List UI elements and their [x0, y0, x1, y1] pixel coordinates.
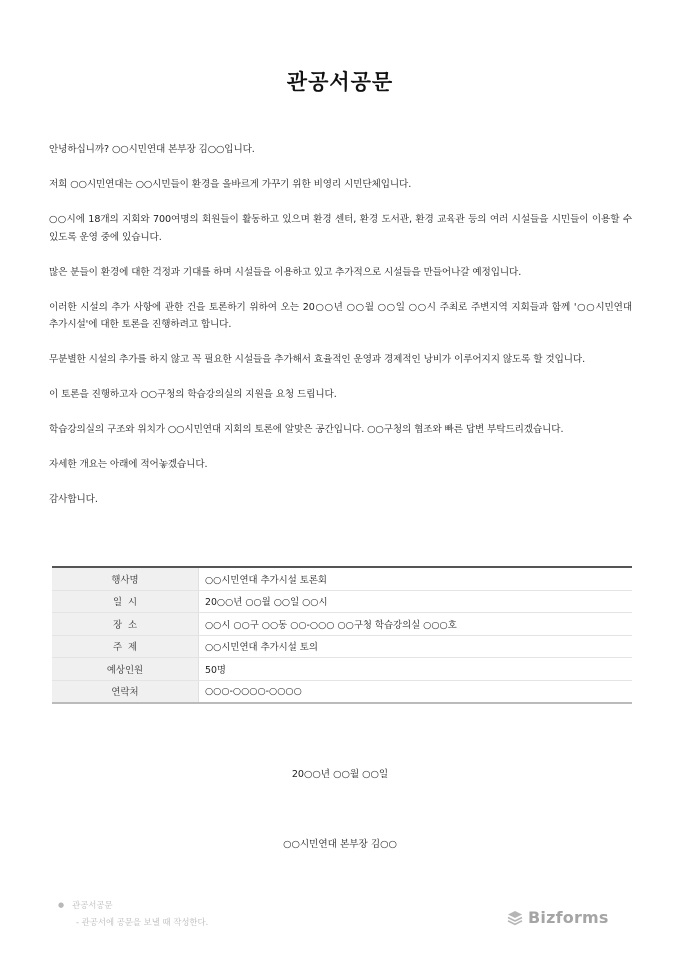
- paragraph-intro: 저희 ○○시민연대는 ○○시민들이 환경을 올바르게 가꾸기 위한 비영리 시민단체입니다.: [49, 179, 412, 190]
- footnote: [58, 899, 208, 928]
- document-date: 20○○년 ○○월 ○○일: [291, 769, 389, 780]
- row-label-topic: 주 제: [52, 635, 199, 658]
- footnote-desc: - 관공서에 공문을 보낼 때 작성한다.: [76, 917, 209, 927]
- row-value-location: ○○시 ○○구 ○○동 ○○-○○○ ○○구청 학습강의실 ○○○호: [199, 613, 633, 636]
- bizforms-logo: [506, 908, 609, 927]
- table-row: [52, 613, 632, 636]
- bullet-icon: ●: [58, 901, 65, 909]
- row-label-attendees: 예상인원: [52, 658, 199, 681]
- paragraph-thanks: 감사합니다.: [49, 494, 98, 505]
- paragraph-request: 이 토론을 진행하고자 ○○구청의 학습강의실의 지원을 요청 드립니다.: [49, 389, 337, 400]
- event-info-table: [52, 566, 632, 704]
- stack-logo-icon: [506, 909, 524, 927]
- row-value-datetime: 20○○년 ○○월 ○○일 ○○시: [199, 590, 633, 613]
- paragraph-efficiency: 무분별한 시설의 추가를 하지 않고 꼭 필요한 시설들을 추가해서 효율적인 운영과 경제적인 낭비가 이루어지지 않도록 할 것입니다.: [49, 354, 586, 365]
- paragraph-activity: ○○시에 18개의 지회와 700여명의 회원들이 활동하고 있으며 환경 센터, 환경 도서관, 환경 교육관 등의 여러 시설들을 시민들이 이용할 수 있도록 운영 중에 있습니다.: [49, 214, 632, 243]
- table-row: [52, 680, 632, 703]
- row-value-contact: ○○○-○○○○-○○○○: [205, 685, 302, 697]
- table-row: [52, 567, 632, 590]
- logo-text: Bizforms: [528, 908, 609, 927]
- row-value-attendees: 50명: [199, 658, 633, 681]
- row-value-event-name: ○○시민연대 추가시설 토론회: [199, 567, 633, 590]
- row-value-topic: ○○시민연대 추가시설 토의: [199, 635, 633, 658]
- row-label-location: 장 소: [52, 613, 199, 636]
- row-label-contact: 연락처: [52, 680, 199, 703]
- table-row: [52, 590, 632, 613]
- paragraph-discussion: 이러한 시설의 추가 사항에 관한 건을 토론하기 위하여 오는 20○○년 ○○월 ○○일 ○○시 주최로 주변지역 지회들과 함께 '○○시민연대 추가시설'에 대한 토론을 진행하려고 합니다.: [49, 301, 632, 330]
- signature: ○○시민연대 본부장 김○○: [283, 839, 397, 850]
- document-title: 관공서공문: [286, 70, 394, 94]
- row-label-event-name: 행사명: [52, 567, 199, 590]
- paragraph-plan: 많은 분들이 환경에 대한 걱정과 기대를 하며 시설들을 이용하고 있고 추가적으로 시설들을 만들어나갈 예정입니다.: [49, 266, 522, 278]
- paragraph-greeting: 안녕하십니까? ○○시민연대 본부장 김○○입니다.: [49, 144, 255, 155]
- table-row: [52, 658, 632, 681]
- row-label-datetime: 일 시: [52, 590, 199, 613]
- letter-body: [49, 141, 632, 526]
- paragraph-room: 학습강의실의 구조와 위치가 ○○시민연대 지회의 토론에 알맞은 공간입니다. ○○구청의 협조와 빠른 답변 부탁드리겠습니다.: [49, 424, 564, 435]
- table-row: [52, 635, 632, 658]
- footnote-title: 관공서공문: [72, 900, 113, 910]
- paragraph-summary: 자세한 개요는 아래에 적어놓겠습니다.: [49, 459, 208, 470]
